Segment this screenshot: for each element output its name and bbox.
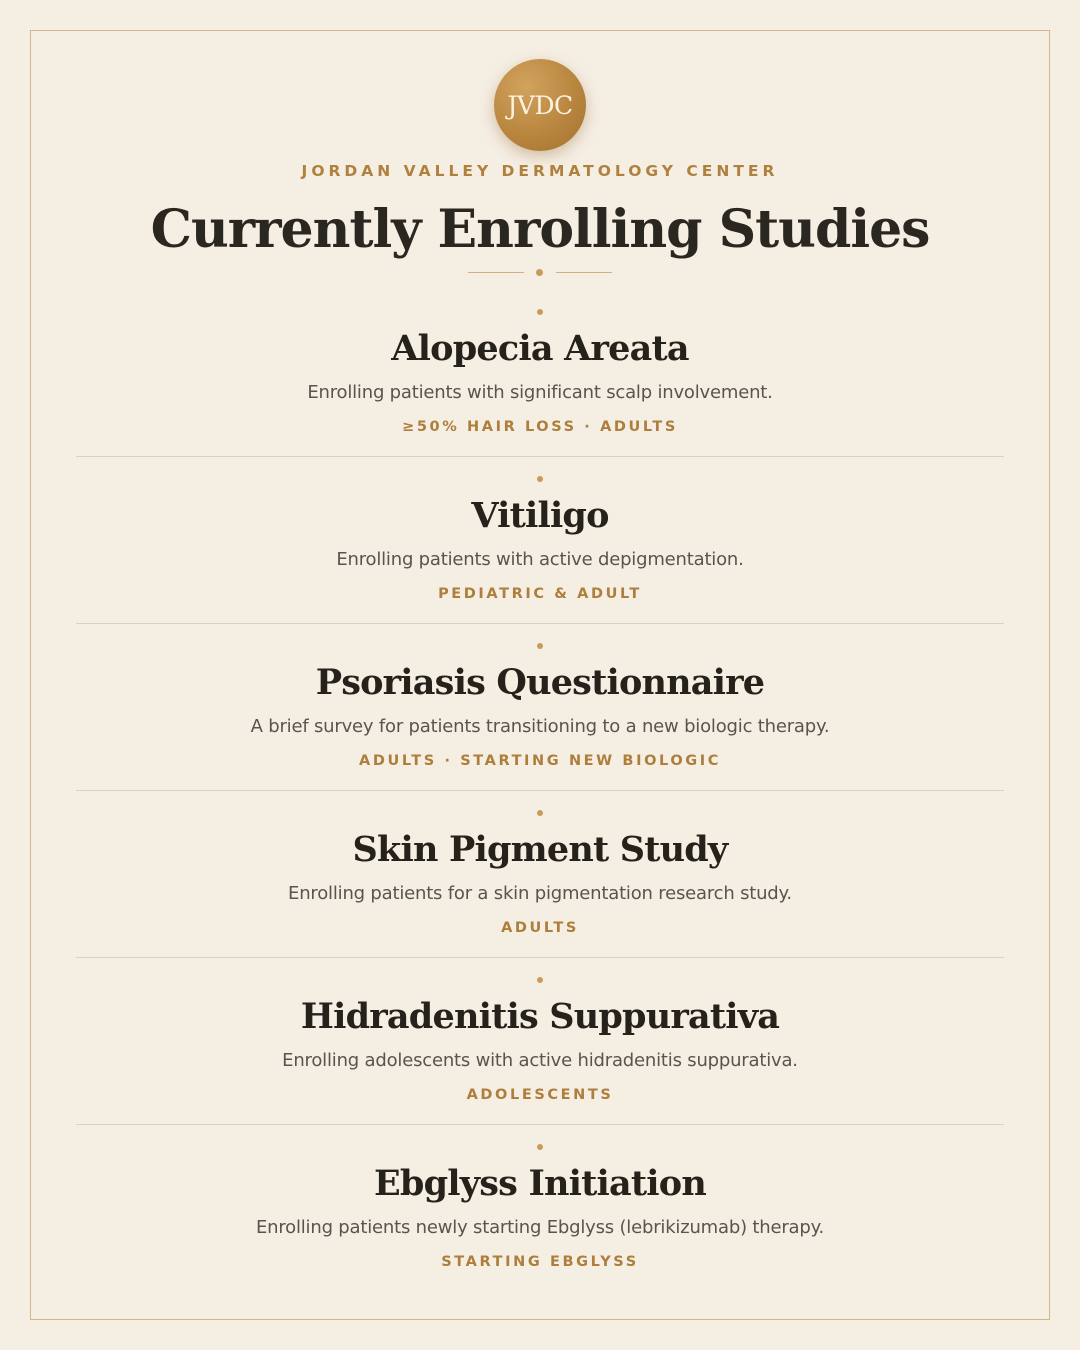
study-name: Psoriasis Questionnaire xyxy=(315,662,765,703)
bullet-dot xyxy=(537,810,543,816)
study-name: Alopecia Areata xyxy=(391,328,689,369)
title-divider xyxy=(468,266,612,278)
study-eligibility-tag: ≥50% HAIR LOSS · ADULTS xyxy=(402,419,678,435)
bullet-dot xyxy=(537,476,543,482)
study-item-ebglyss-initiation xyxy=(76,1125,1004,1291)
study-name: Vitiligo xyxy=(471,495,609,536)
study-eligibility-tag: ADOLESCENTS xyxy=(466,1087,614,1103)
divider-line-left xyxy=(468,272,524,273)
study-eligibility-tag: STARTING EBGLYSS xyxy=(441,1254,639,1270)
divider-dot xyxy=(536,269,543,276)
study-eligibility-tag: ADULTS · STARTING NEW BIOLOGIC xyxy=(359,753,721,769)
study-description: Enrolling adolescents with active hidradenitis suppurativa. xyxy=(282,1050,798,1071)
study-item-vitiligo xyxy=(76,457,1004,624)
organization-name: JORDAN VALLEY DERMATOLOGY CENTER xyxy=(301,162,779,180)
study-name: Skin Pigment Study xyxy=(352,829,728,870)
study-description: A brief survey for patients transitioning to a new biologic therapy. xyxy=(250,716,830,737)
study-item-hidradenitis-suppurativa xyxy=(76,958,1004,1125)
study-description: Enrolling patients for a skin pigmentation research study. xyxy=(288,883,792,904)
study-description: Enrolling patients newly starting Ebglyss (lebrikizumab) therapy. xyxy=(255,1217,825,1238)
study-item-psoriasis-questionnaire xyxy=(76,624,1004,791)
page-title: Currently Enrolling Studies xyxy=(150,199,930,260)
study-eligibility-tag: ADULTS xyxy=(501,920,579,936)
bullet-dot xyxy=(537,977,543,983)
study-name: Hidradenitis Suppurativa xyxy=(300,996,780,1037)
jvdc-logo-badge xyxy=(494,59,586,151)
study-eligibility-tag: PEDIATRIC & ADULT xyxy=(438,586,642,602)
logo-text: JVDC xyxy=(507,90,573,120)
study-item-alopecia-areata xyxy=(76,290,1004,457)
study-list xyxy=(76,290,1004,1291)
study-description: Enrolling patients with significant scalp involvement. xyxy=(307,382,773,403)
bullet-dot xyxy=(537,643,543,649)
study-name: Ebglyss Initiation xyxy=(374,1163,706,1204)
divider-line-right xyxy=(556,272,612,273)
study-item-skin-pigment-study xyxy=(76,791,1004,958)
bullet-dot xyxy=(537,1144,543,1150)
bullet-dot xyxy=(537,309,543,315)
study-description: Enrolling patients with active depigmentation. xyxy=(336,549,744,570)
